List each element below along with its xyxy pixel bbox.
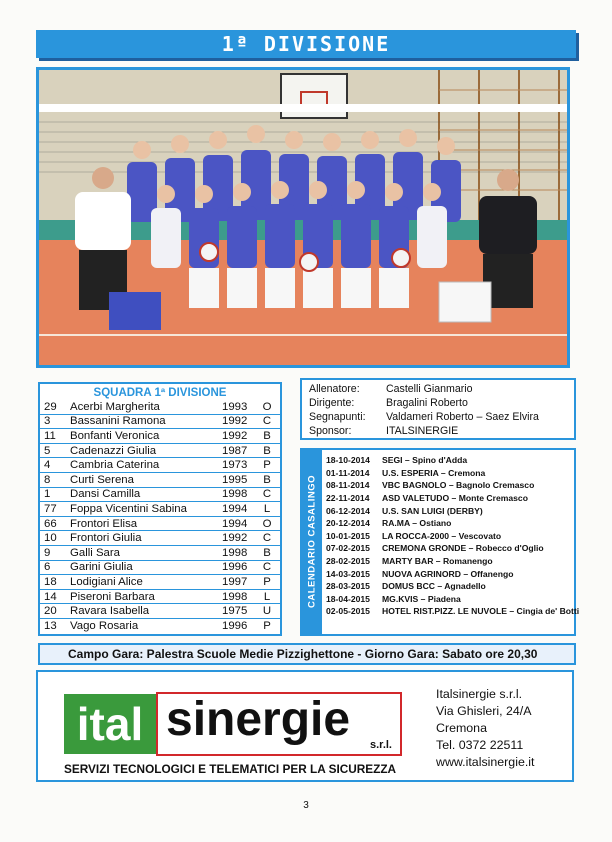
game-date: 01-11-2014 bbox=[326, 467, 370, 478]
player-year: 1998 bbox=[222, 488, 248, 501]
player-year: 1992 bbox=[222, 415, 248, 428]
staff-label: Dirigente: bbox=[309, 397, 355, 409]
home-calendar bbox=[300, 448, 580, 636]
staff-value: ITALSINERGIE bbox=[386, 425, 459, 437]
player-name: Galli Sara bbox=[70, 546, 121, 559]
roster-title: SQUADRA 1ª DIVISIONE bbox=[93, 387, 227, 399]
player-year: 1998 bbox=[222, 546, 248, 559]
roster-row bbox=[40, 561, 280, 576]
player-role: C bbox=[262, 488, 272, 501]
staff-label: Allenatore: bbox=[309, 383, 360, 395]
roster-row bbox=[40, 604, 280, 619]
player-year: 1996 bbox=[222, 561, 248, 574]
player-name: Bassanini Ramona bbox=[70, 415, 166, 428]
page-title: 1ª DIVISIONE bbox=[36, 30, 576, 58]
player-name: Cadenazzi Giulia bbox=[70, 444, 157, 457]
calendar-row bbox=[326, 580, 579, 593]
player-number: 10 bbox=[44, 532, 57, 545]
staff-value: Bragalini Roberto bbox=[386, 397, 468, 409]
player-name: Lodigiani Alice bbox=[70, 575, 143, 588]
calendar-row bbox=[326, 542, 579, 555]
calendar-row bbox=[326, 504, 579, 517]
staff-row bbox=[309, 396, 574, 410]
player-name: Acerbi Margherita bbox=[70, 400, 160, 413]
game-date: 02-05-2015 bbox=[326, 606, 370, 617]
game-date: 20-12-2014 bbox=[326, 518, 370, 529]
player-number: 6 bbox=[44, 561, 51, 574]
player-name: Garini Giulia bbox=[70, 561, 133, 574]
sponsor-box bbox=[36, 670, 574, 782]
player-year: 1995 bbox=[222, 473, 248, 486]
roster-row bbox=[40, 458, 280, 473]
staff-row bbox=[309, 410, 574, 424]
player-role: B bbox=[263, 444, 271, 457]
calendar-row bbox=[326, 467, 579, 480]
roster-row bbox=[40, 502, 280, 517]
player-year: 1975 bbox=[222, 605, 248, 618]
player-role: P bbox=[263, 575, 271, 588]
staff-row bbox=[309, 382, 574, 396]
game-opponent: LA ROCCA-2000 – Vescovato bbox=[382, 530, 502, 541]
player-name: Ravara Isabella bbox=[70, 605, 150, 618]
player-year: 1992 bbox=[222, 532, 248, 545]
game-opponent: SEGI – Spino d'Adda bbox=[382, 455, 468, 466]
game-opponent: U.S. ESPERIA – Cremona bbox=[382, 467, 486, 478]
roster-row bbox=[40, 415, 280, 430]
game-date: 18-10-2014 bbox=[326, 455, 370, 466]
contact-phone: Tel. 0372 22511 bbox=[436, 738, 524, 752]
game-date: 10-01-2015 bbox=[326, 530, 370, 541]
game-opponent: MARTY BAR – Romanengo bbox=[382, 556, 493, 567]
calendar-row bbox=[326, 605, 579, 618]
roster-row bbox=[40, 546, 280, 561]
calendar-row bbox=[326, 530, 579, 543]
player-role: B bbox=[263, 546, 271, 559]
player-year: 1993 bbox=[222, 400, 248, 413]
sponsor-logo-word: sinergie bbox=[166, 693, 351, 746]
player-name: Vago Rosaria bbox=[70, 620, 139, 633]
roster-row bbox=[40, 590, 280, 605]
contact-company: Italsinergie s.r.l. bbox=[436, 687, 523, 701]
game-opponent: MG.KVIS – Piadena bbox=[382, 593, 461, 604]
player-role: O bbox=[262, 517, 272, 530]
player-year: 1997 bbox=[222, 575, 248, 588]
game-date: 18-04-2015 bbox=[326, 593, 370, 604]
calendar-row bbox=[326, 517, 579, 530]
calendar-side-label: CALENDARIO CASALINGO bbox=[302, 450, 322, 634]
player-role: C bbox=[262, 532, 272, 545]
sponsor-logo-srl: s.r.l. bbox=[369, 739, 392, 751]
roster-row bbox=[40, 531, 280, 546]
staff-value: Valdameri Roberto – Saez Elvira bbox=[386, 411, 539, 423]
staff-label: Segnapunti: bbox=[309, 411, 366, 423]
player-number: 18 bbox=[44, 575, 57, 588]
player-role: C bbox=[262, 415, 272, 428]
player-number: 4 bbox=[44, 459, 51, 472]
player-number: 1 bbox=[44, 488, 51, 501]
player-name: Piseroni Barbara bbox=[70, 590, 155, 603]
calendar-row bbox=[326, 479, 579, 492]
roster-row bbox=[40, 473, 280, 488]
player-role: B bbox=[263, 473, 271, 486]
page-number: 3 bbox=[303, 800, 309, 811]
game-date: 28-02-2015 bbox=[326, 556, 370, 567]
roster-rows bbox=[40, 400, 280, 634]
game-date: 28-03-2015 bbox=[326, 581, 370, 592]
player-role: C bbox=[262, 561, 272, 574]
team-photo-illustration bbox=[39, 70, 567, 365]
contact-city: Cremona bbox=[436, 721, 487, 735]
staff-row bbox=[309, 424, 574, 438]
roster-row bbox=[40, 517, 280, 532]
game-date: 08-11-2014 bbox=[326, 480, 370, 491]
calendar-row bbox=[326, 593, 579, 606]
player-number: 8 bbox=[44, 473, 51, 486]
staff-value: Castelli Gianmario bbox=[386, 383, 473, 395]
player-number: 9 bbox=[44, 546, 51, 559]
player-year: 1996 bbox=[222, 620, 248, 633]
calendar-list bbox=[322, 450, 579, 634]
calendar-row bbox=[326, 454, 579, 467]
staff-box bbox=[300, 378, 576, 440]
sponsor-logo-box bbox=[156, 692, 402, 756]
venue-info: Campo Gara: Palestra Scuole Medie Pizzighettone - Giorno Gara: Sabato ore 20,30 bbox=[38, 643, 576, 665]
sponsor-tagline: SERVIZI TECNOLOGICI E TELEMATICI PER LA SICUREZZA bbox=[64, 762, 397, 776]
player-number: 5 bbox=[44, 444, 51, 457]
game-opponent: NUOVA AGRINORD – Offanengo bbox=[382, 568, 514, 579]
roster-table bbox=[38, 382, 282, 636]
game-opponent: RA.MA – Ostiano bbox=[382, 518, 452, 529]
staff-rows bbox=[309, 382, 574, 438]
player-role: L bbox=[263, 590, 271, 603]
game-date: 14-03-2015 bbox=[326, 568, 370, 579]
game-date: 22-11-2014 bbox=[326, 493, 370, 504]
roster-row bbox=[40, 444, 280, 459]
game-opponent: ASD VALETUDO – Monte Cremasco bbox=[382, 493, 528, 504]
player-number: 14 bbox=[44, 590, 57, 603]
contact-website[interactable]: www.italsinergie.it bbox=[436, 755, 535, 769]
staff-label: Sponsor: bbox=[309, 425, 352, 437]
player-name: Frontori Elisa bbox=[70, 517, 138, 530]
game-opponent: CREMONA GRONDE – Robecco d'Oglio bbox=[382, 543, 544, 554]
player-year: 1994 bbox=[222, 502, 248, 515]
player-year: 1992 bbox=[222, 429, 248, 442]
roster-row bbox=[40, 400, 280, 415]
player-year: 1994 bbox=[222, 517, 248, 530]
calendar-row bbox=[326, 555, 579, 568]
game-opponent: VBC BAGNOLO – Bagnolo Cremasco bbox=[382, 480, 535, 491]
roster-row bbox=[40, 488, 280, 503]
player-number: 29 bbox=[44, 400, 57, 413]
player-name: Frontori Giulia bbox=[70, 532, 142, 545]
player-number: 66 bbox=[44, 517, 57, 530]
player-role: P bbox=[263, 620, 271, 633]
roster-row bbox=[40, 575, 280, 590]
player-number: 3 bbox=[44, 415, 51, 428]
team-photo bbox=[36, 67, 570, 368]
player-name: Cambria Caterina bbox=[70, 459, 160, 472]
player-number: 11 bbox=[44, 429, 56, 442]
game-opponent: HOTEL RIST.PIZZ. LE NUVOLE – Cingia de' Botti bbox=[382, 606, 580, 617]
sponsor-contact bbox=[436, 686, 534, 771]
player-number: 13 bbox=[44, 620, 57, 633]
player-role: P bbox=[263, 459, 271, 472]
game-opponent: U.S. SAN LUIGI (DERBY) bbox=[382, 505, 483, 516]
contact-address: Via Ghisleri, 24/A bbox=[436, 704, 532, 718]
player-name: Dansi Camilla bbox=[70, 488, 141, 501]
player-year: 1987 bbox=[222, 444, 248, 457]
player-name: Bonfanti Veronica bbox=[70, 429, 160, 442]
roster-row bbox=[40, 429, 280, 444]
roster-row bbox=[40, 619, 280, 634]
player-name: Curti Serena bbox=[70, 473, 134, 486]
player-year: 1973 bbox=[222, 459, 248, 472]
player-role: U bbox=[262, 605, 272, 618]
calendar-row bbox=[326, 567, 579, 580]
sponsor-logo-green: ital bbox=[64, 694, 156, 754]
game-date: 07-02-2015 bbox=[326, 543, 370, 554]
player-role: B bbox=[263, 429, 271, 442]
player-role: L bbox=[263, 502, 271, 515]
game-opponent: DOMUS BCC – Agnadello bbox=[382, 581, 486, 592]
player-year: 1998 bbox=[222, 590, 248, 603]
player-number: 77 bbox=[44, 502, 57, 515]
player-name: Foppa Vicentini Sabina bbox=[70, 502, 187, 515]
game-date: 06-12-2014 bbox=[326, 505, 370, 516]
player-number: 20 bbox=[44, 605, 57, 618]
player-role: O bbox=[262, 400, 272, 413]
calendar-row bbox=[326, 492, 579, 505]
